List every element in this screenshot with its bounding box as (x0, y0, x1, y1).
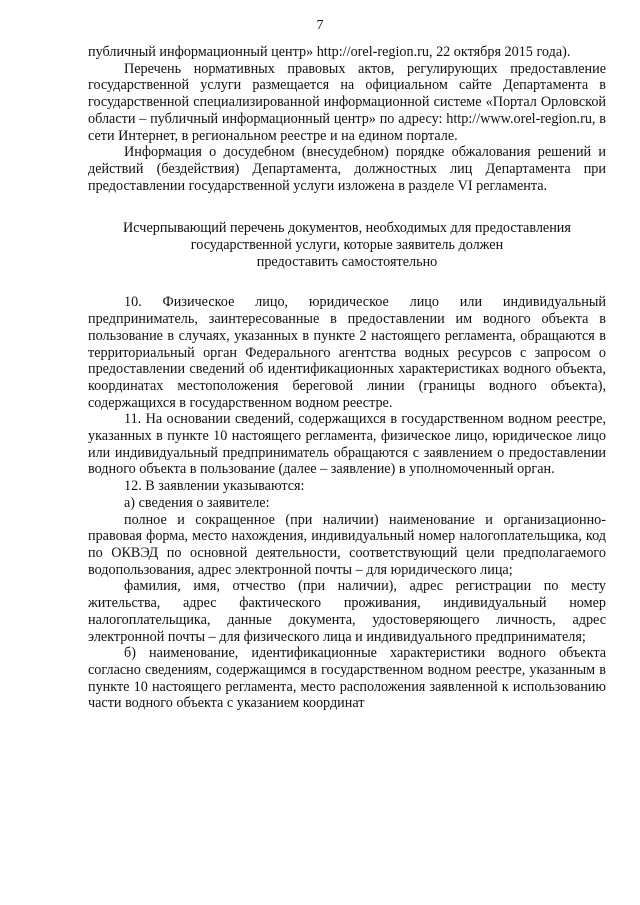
paragraph-appeal-info: Информация о досудебном (внесудебном) порядке обжалования решений и действий (бездействия) Департамента, должностных лиц Департамента при предоставлении государственной услуги изложена в разделе VI регламента. (88, 144, 606, 194)
paragraph-legal-entity: полное и сокращенное (при наличии) наименование и организационно-правовая форма, место нахождения, индивидуальный номер налогоплательщика, код по ОКВЭД по основной деятельности, соответствующий цели предполагаемого водопользования, адрес электронной почты – для юридического лица; (88, 511, 606, 578)
paragraph-item-12b: б) наименование, идентификационные характеристики водного объекта согласно сведениям, содержащимся в государственном водном реестре, указанным в пункте 10 настоящего регламента, место расположения заявленной к использованию части водного объекта с указанием координат (88, 645, 606, 712)
heading-line: Исчерпывающий перечень документов, необходимых для предоставления (123, 220, 571, 237)
document-body (88, 44, 606, 712)
heading-line: предоставить самостоятельно (256, 253, 438, 270)
paragraph-item-12a: а) сведения о заявителе: (124, 494, 270, 511)
paragraph-item-11: 11. На основании сведений, содержащихся в государственном водном реестре, указанных в пункте 10 настоящего регламента, физическое лицо, юридическое лицо или индивидуальный предприниматель обращаются с заявлением о предоставлении водного объекта в пользование (далее – заявление) в уполномоченный орган. (88, 411, 606, 478)
heading-line: государственной услуги, которые заявитель должен (190, 237, 504, 254)
section-heading (88, 220, 606, 270)
paragraph-normative-acts: Перечень нормативных правовых актов, регулирующих предоставление государственной услуги размещается на официальном сайте Департамента в государственной специализированной информационной системе «Портал Орловской области – публичный информационный центр» по адресу: http://www.orel-region.ru, в сети Интернет, в региональном реестре и на едином портале. (88, 60, 606, 144)
page-number: 7 (316, 18, 324, 33)
paragraph-continuation: публичный информационный центр» http://orel-region.ru, 22 октября 2015 года). (88, 44, 571, 60)
paragraph-item-10: 10. Физическое лицо, юридическое лицо или индивидуальный предприниматель, заинтересованные в предоставлении им водного объекта в пользование в случаях, указанных в пункте 2 настоящего регламента, обращаются в территориальный орган Федерального агентства водных ресурсов с запросом о предоставлении сведений об идентификационных характеристиках водного объекта, координатах местоположения береговой линии (границы водного объекта), содержащихся в государственном водном реестре. (88, 294, 606, 411)
paragraph-individual: фамилия, имя, отчество (при наличии), адрес регистрации по месту жительства, адрес фактического проживания, индивидуальный номер налогоплательщика, данные документа, удостоверяющего личность, адрес электронной почты – для физического лица и индивидуального предпринимателя; (88, 578, 606, 645)
paragraph-item-12: 12. В заявлении указываются: (124, 478, 305, 495)
